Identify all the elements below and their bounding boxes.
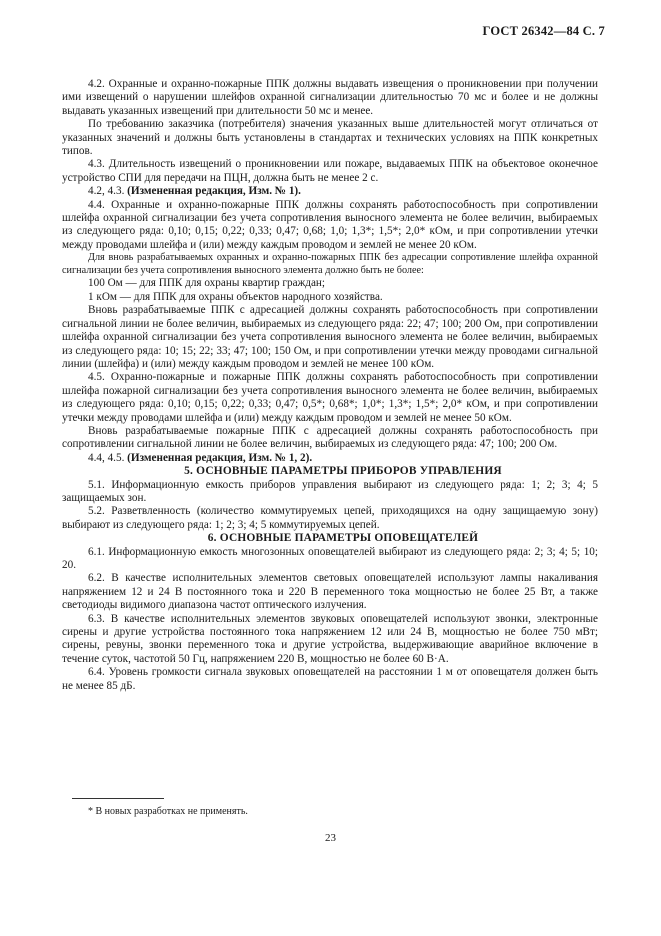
paragraph-6-3: 6.3. В качестве исполнительных элементов звуковых оповещателей используют звонки, электронные сирены и другие устройства постоянного тока напряжением 12 или 24 В, мощностью не более 750 мВт; сирены, ревуны, звонки переменного тока и другие устройства, выдерживающие аварийное включение в течение суток, частотой 50 Гц, напряжением 220 В, мощностью не более 60 В·А.: [62, 612, 598, 665]
list-item-enterprises: 1 кОм — для ППК для охраны объектов народного хозяйства.: [88, 290, 383, 303]
page-number: 23: [325, 832, 336, 844]
paragraph-6-1: 6.1. Информационную емкость многозонных оповещателей выбирают из следующего ряда: 2; 3; 4; 5; 10; 20.: [62, 545, 598, 571]
section-heading-6: 6. ОСНОВНЫЕ ПАРАМЕТРЫ ОПОВЕЩАТЕЛЕЙ: [207, 532, 479, 545]
amendment-ref: 4.4, 4.5.: [88, 451, 128, 464]
page-header: ГОСТ 26342—84 С. 7: [482, 24, 605, 38]
paragraph-4-2: 4.2. Охранные и охранно-пожарные ППК должны выдавать извещения о проникновении при получении ими извещений о нарушении шлейфов охранной сигнализации длительностью 70 мс и более и не должны выдавать указанных извещений при длительности 50 мс и менее.: [62, 78, 598, 117]
amendment-text: (Измененная редакция, Изм. № 1).: [127, 185, 301, 198]
document-body: [62, 78, 598, 693]
paragraph-4-4-addressable: Вновь разрабатываемые ППК с адресацией должны сохранять работоспособность при сопротивлении сигнальной линии не более величин, выбираемых из следующего ряда: 22; 47; 100; 200 Ом, при сопротивлении шлейфа охранной сигнализации без учета сопротивления выносного элемента не более величин, выбираемых из следующего ряда: 10; 15; 22; 33; 47; 100; 150 Ом, и при сопротивлении утечки между проводами сигнальной линии (шлейфа) и (или) между каждым проводом и землей не менее 100 кОм.: [62, 304, 598, 370]
paragraph-4-4: 4.4. Охранные и охранно-пожарные ППК должны сохранять работоспособность при сопротивлении шлейфа охранной сигнализации без учета сопротивления выносного элемента не более величин, выбираемых из следующего ряда: 0,10; 0,15; 0,22; 0,33; 0,47; 0,68; 1,0; 1,3*; 1,5*; 2,0* кОм, и при сопротивлении утечки между проводами шлейфа и (или) между каждым проводом и землей не менее 20 кОм.: [62, 198, 598, 251]
amendment-note-4-2-4-3: [62, 185, 598, 198]
amendment-text: (Измененная редакция, Изм. № 1, 2).: [127, 451, 313, 464]
paragraph-6-2: 6.2. В качестве исполнительных элементов световых оповещателей используют лампы накаливания напряжением 12 и 24 В постоянного тока и 220 В переменного тока мощностью не более 25 Вт, а также светодиоды видимого диапазона частот оптического излучения.: [62, 572, 598, 612]
amendment-ref: 4.2, 4.3.: [88, 185, 128, 198]
list-item-apartments: 100 Ом — для ППК для охраны квартир граждан;: [88, 277, 326, 290]
paragraph-5-2: 5.2. Разветвленность (количество коммутируемых цепей, приходящихся на одну защищаемую зону) выбирают из следующего ряда: 1; 2; 3; 4; 5 коммутируемых цепей.: [62, 505, 598, 531]
paragraph-4-3: 4.3. Длительность извещений о проникновении или пожаре, выдаваемых ППК на объектовое оконечное устройство СПИ для передачи на ПЦН, должна быть не менее 2 с.: [62, 158, 598, 184]
footnote: * В новых разработках не применять.: [88, 806, 248, 817]
footnote-divider: [72, 798, 164, 799]
paragraph-4-2-note: По требованию заказчика (потребителя) значения указанных выше длительностей могут отличаться от указанных значений и должны быть установлены в стандартах и технических условиях на ППК конкретных типов.: [62, 118, 598, 158]
section-heading-5: 5. ОСНОВНЫЕ ПАРАМЕТРЫ ПРИБОРОВ УПРАВЛЕНИЯ: [184, 465, 502, 478]
paragraph-6-4: 6.4. Уровень громкости сигнала звуковых оповещателей на расстоянии 1 м от оповещателя должен быть не менее 85 дБ.: [62, 666, 598, 692]
amendment-note-4-4-4-5: [62, 452, 598, 465]
paragraph-5-1: 5.1. Информационную емкость приборов управления выбирают из следующего ряда: 1; 2; 3; 4; 5 защищаемых зон.: [62, 478, 598, 504]
paragraph-4-5: 4.5. Охранно-пожарные и пожарные ППК должны сохранять работоспособность при сопротивлении шлейфа пожарной сигнализации без учета сопротивления выносного элемента не более величин, выбираемых из следующего ряда: 0,10; 0,15; 0,22; 0,33; 0,47; 0,5*; 0,68*; 1,0*; 1,3*; 1,5*; 2,0* кОм, и при сопротивлении утечки между проводами шлейфа и (или) между каждым проводом и землей не менее 50 кОм.: [62, 371, 598, 424]
paragraph-4-5-addressable: Вновь разрабатываемые пожарные ППК с адресацией должны сохранять работоспособность при сопротивлении сигнальной линии не более величин, выбираемых из следующего ряда: 47; 100; 200 Ом.: [62, 424, 598, 451]
paragraph-4-4-new: Для вновь разрабатываемых охранных и охранно-пожарных ППК без адресации сопротивление шлейфа охранной сигнализации без учета сопротивления выносного элемента должно быть не более:: [62, 252, 598, 276]
